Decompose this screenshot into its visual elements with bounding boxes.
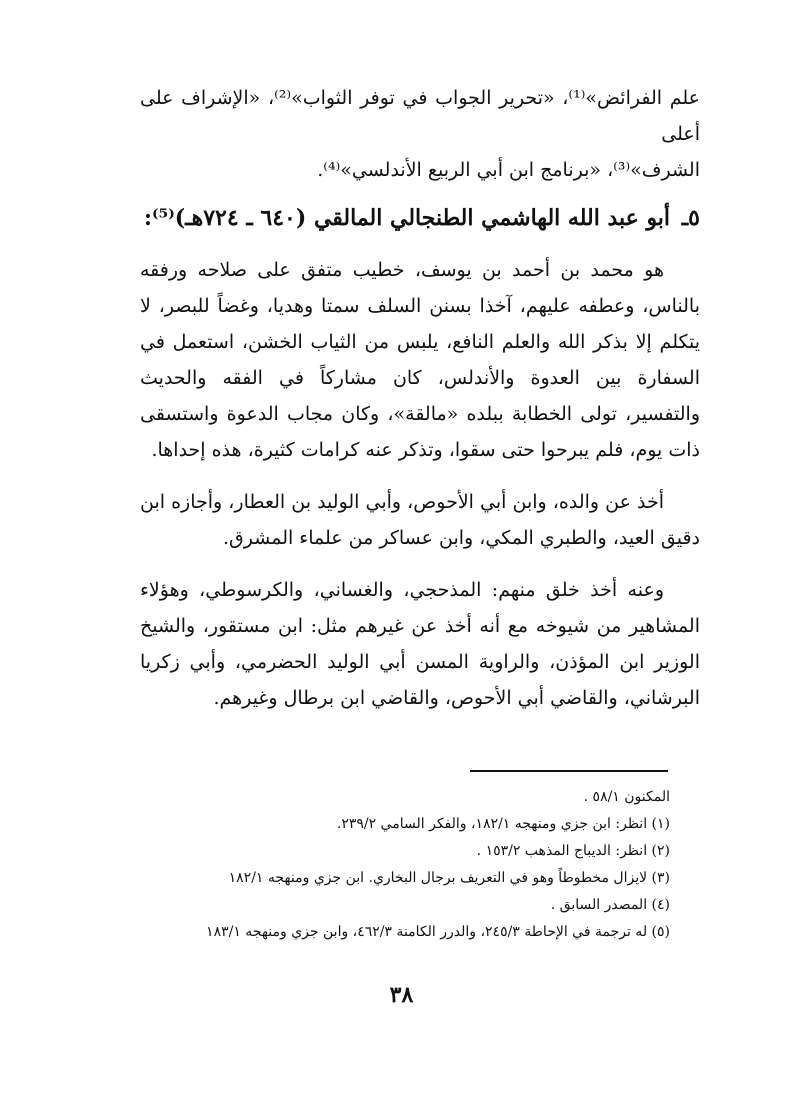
heading-number: ٥ـ xyxy=(681,205,700,231)
footnote-item: (٥) له ترجمة في الإحاطة ٢٤٥/٣، والدرر الكامنة ٤٦٢/٣، وابن جزي ومنهجه ١٨٣/١ xyxy=(206,924,670,940)
paragraph-teachers: أخذ عن والده، وابن أبي الأحوص، وأبي الوليد بن العطار، وأجازه ابن دقيق العيد، والطبري المكي، وابن عساكر من علماء المشرق. xyxy=(140,491,700,549)
footnote-divider xyxy=(470,770,668,772)
section-heading xyxy=(140,198,700,238)
heading-title: أبو عبد الله الهاشمي الطنجالي المالقي (٦٤٠ ـ ٧٢٤هـ)⁽⁵⁾: xyxy=(143,205,671,231)
footnotes xyxy=(110,784,670,946)
footnote-item: المكنون ٥٨/١ . xyxy=(583,789,670,805)
intro-continuation xyxy=(140,80,700,188)
paragraph-students: وعنه أخذ خلق منهم: المذحجي، والغساني، والكرسوطي، وهؤلاء المشاهير من شيوخه مع أنه أخذ عن غيرهم مثل: ابن مستقور، والشيخ الوزير ابن المؤذن، والراوية المسن أبي الوليد الحضرمي، وأبي زكريا البرشاني، والقاضي أبي الأحوص، والقاضي ابن برطال وغيرهم. xyxy=(140,579,700,709)
footnote-item: (٤) المصدر السابق . xyxy=(550,897,670,913)
footnote-item: (٢) انظر: الديباج المذهب ١٥٣/٢ . xyxy=(476,843,670,859)
page-number: ٣٨ xyxy=(389,982,414,1008)
footnote-item: (١) انظر: ابن جزي ومنهجه ١٨٢/١، والفكر السامي ٢٣٩/٢. xyxy=(336,816,670,832)
main-text xyxy=(140,80,700,732)
intro-line-1: علم الفرائض»⁽¹⁾، «تحرير الجواب في توفر الثواب»⁽²⁾، «الإشراف على أعلى xyxy=(140,87,701,145)
footnote-item: (٣) لايزال مخطوطاً وهو في التعريف برجال البخاري. ابن جزي ومنهجه ١٨٢/١ xyxy=(228,870,670,886)
paragraph-biography: هو محمد بن أحمد بن يوسف، خطيب متفق على صلاحه ورفقه بالناس، وعطفه عليهم، آخذا بسنن السلف سمتا وهديا، وغضاً للبصر، لا يتكلم إلا بذكر الله والعلم النافع، يلبس من الثياب الخشن، استعمل في السفارة بين العدوة والأندلس، كان مشاركاً في الفقه والحديث والتفسير، تولى الخطابة ببلده «مالقة»، وكان مجاب الدعوة واستسقى ذات يوم، فلم يبرحوا حتى سقوا، وتذكر عنه كرامات كثيرة، هذه إحداها. xyxy=(140,259,700,461)
intro-line-2: الشرف»⁽³⁾، «برنامج ابن أبي الربيع الأندلسي»⁽⁴⁾. xyxy=(317,159,700,181)
